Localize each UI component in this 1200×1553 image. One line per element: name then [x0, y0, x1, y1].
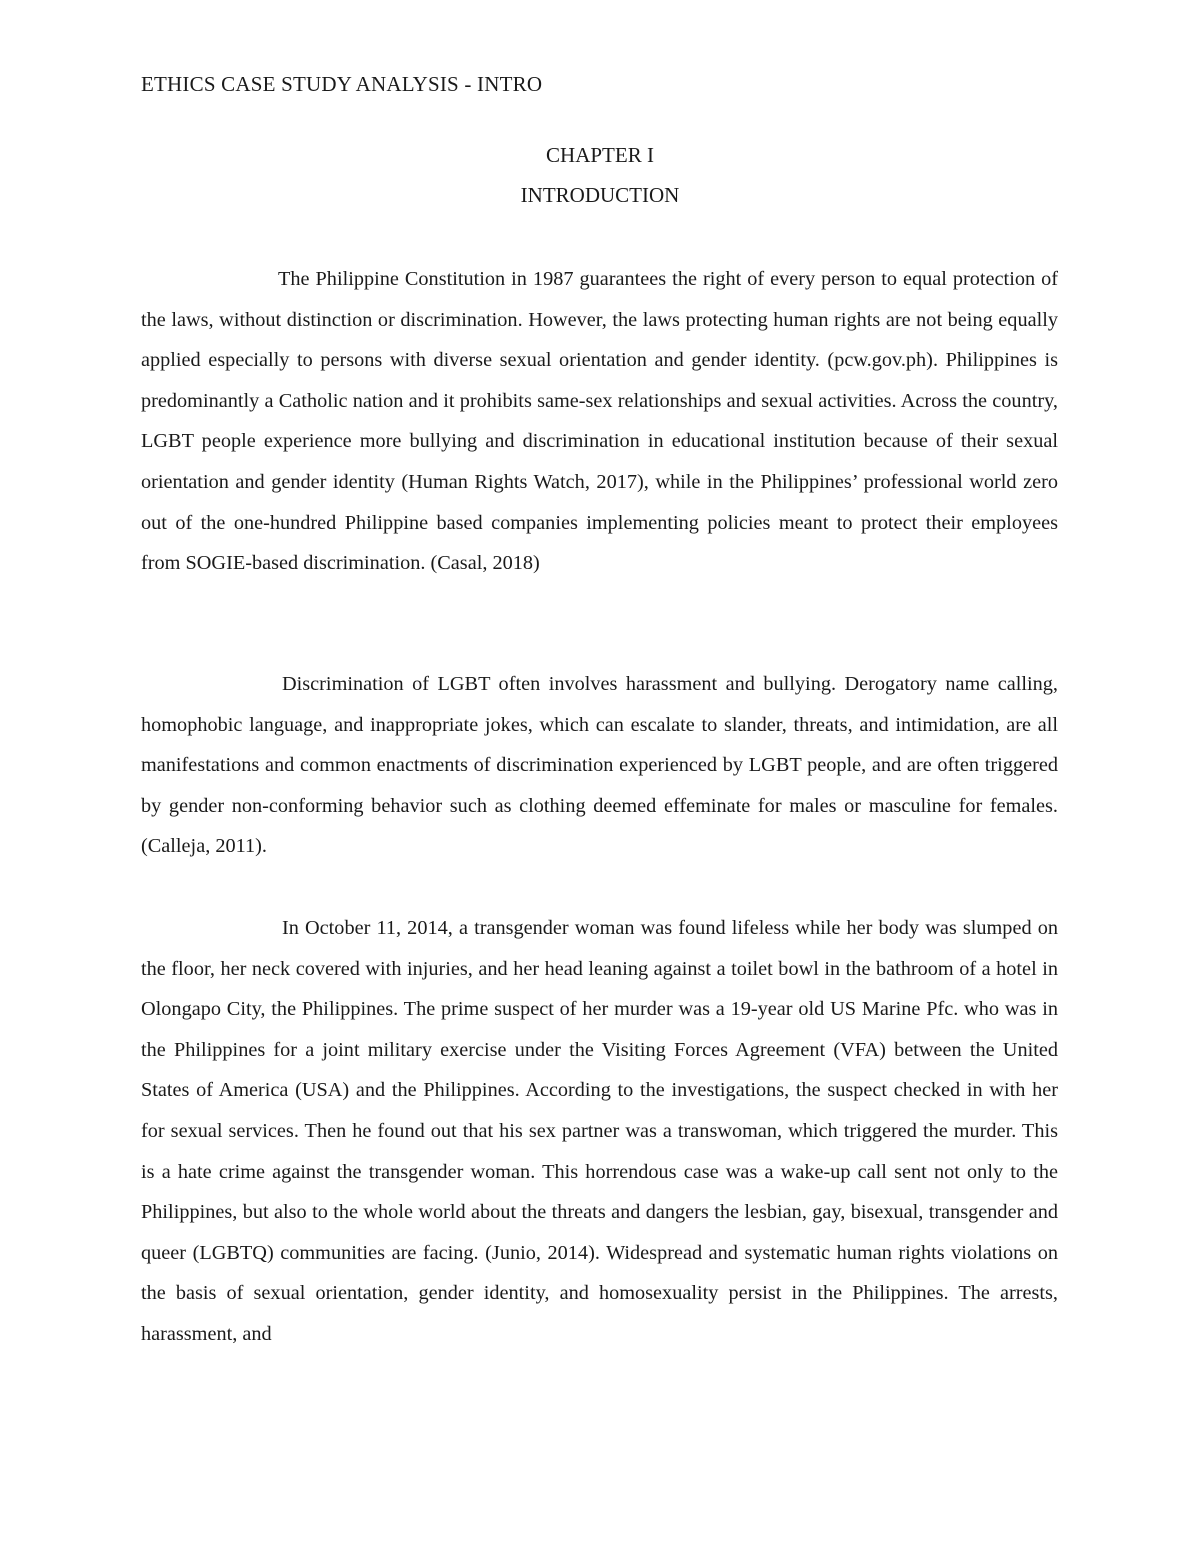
document-header: ETHICS CASE STUDY ANALYSIS - INTRO: [141, 72, 543, 96]
paragraph-constitution: The Philippine Constitution in 1987 guarantees the right of every person to equal protection of the laws, without distinction or discrimination. However, the laws protecting human rights are not being equally applied especially to persons with diverse sexual orientation and gender identity. (pcw.gov.ph). Philippines is predominantly a Catholic nation and it prohibits same-sex relationships and sexual activities. Across the country, LGBT people experience more bullying and discrimination in educational institution because of their sexual orientation and gender identity (Human Rights Watch, 2017), while in the Philippines’ professional world zero out of the one-hundred Philippine based companies implementing policies meant to protect their employees from SOGIE-based discrimination. (Casal, 2018): [141, 268, 1058, 575]
chapter-number: CHAPTER I: [546, 143, 654, 167]
chapter-title: INTRODUCTION: [520, 183, 680, 207]
paragraph-discrimination: Discrimination of LGBT often involves harassment and bullying. Derogatory name calling, homophobic language, and inappropriate jokes, which can escalate to slander, threats, and intimidation, are all manifestations and common enactments of discrimination experienced by LGBT people, and are often triggered by gender non-conforming behavior such as clothing deemed effeminate for males or masculine for females. (Calleja, 2011).: [141, 673, 1058, 858]
paragraph-case: In October 11, 2014, a transgender woman was found lifeless while her body was slumped on the floor, her neck covered with injuries, and her head leaning against a toilet bowl in the bathroom of a hotel in Olongapo City, the Philippines. The prime suspect of her murder was a 19-year old US Marine Pfc. who was in the Philippines for a joint military exercise under the Visiting Forces Agreement (VFA) between the United States of America (USA) and the Philippines. According to the investigations, the suspect checked in with her for sexual services. Then he found out that his sex partner was a transwoman, which triggered the murder. This is a hate crime against the transgender woman. This horrendous case was a wake-up call sent not only to the Philippines, but also to the whole world about the threats and dangers the lesbian, gay, bisexual, transgender and queer (LGBTQ) communities are facing. (Junio, 2014). Widespread and systematic human rights violations on the basis of sexual orientation, gender identity, and homosexuality persist in the Philippines. The arrests, harassment, and: [141, 917, 1058, 1345]
